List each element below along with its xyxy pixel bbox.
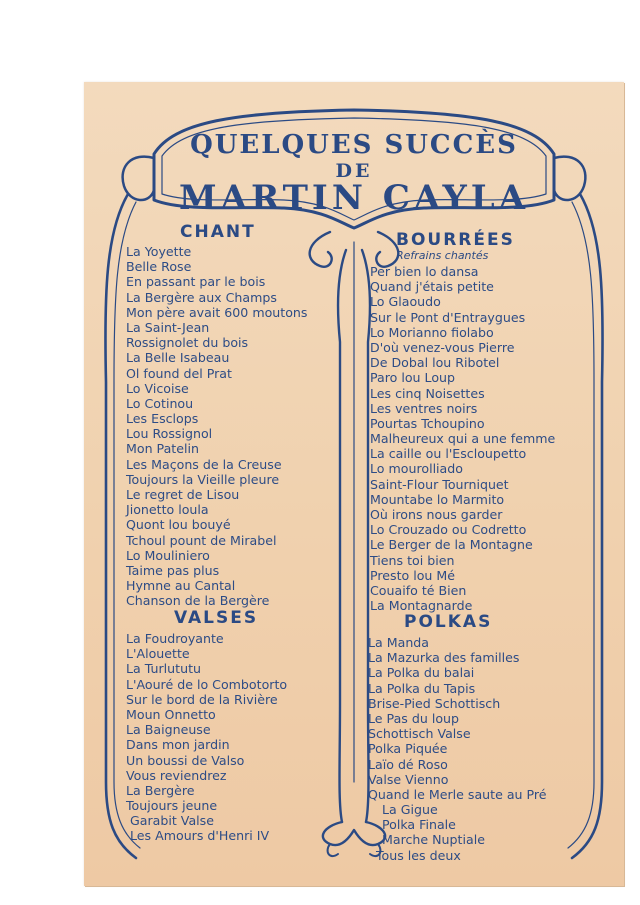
- chant-item: La Belle Isabeau: [126, 350, 230, 366]
- chant-item: En passant par le bois: [126, 274, 266, 290]
- valses-item: Dans mon jardin: [126, 737, 230, 753]
- chant-item: Toujours la Vieille pleure: [126, 471, 280, 487]
- valses-item: La Bergère: [126, 782, 195, 798]
- chant-item: Lo Vicoise: [126, 380, 189, 396]
- chant-list: [126, 244, 307, 609]
- chant-item: Le regret de Lisou: [126, 487, 240, 502]
- bourrees-item: Malheureux qui a une femme: [370, 431, 556, 447]
- chant-item: La Saint-Jean: [126, 319, 210, 335]
- polkas-item: Le Pas du loup: [368, 710, 460, 726]
- chant-item: La Yoyette: [126, 244, 192, 259]
- chant-item: Rossignolet du bois: [126, 335, 249, 351]
- valses-item: Sur le bord de la Rivière: [126, 691, 278, 707]
- chant-item: Chanson de la Bergère: [126, 593, 270, 609]
- bourrees-item: Lo Glaoudo: [370, 294, 441, 310]
- chant-item: Hymne au Cantal: [126, 578, 236, 594]
- chant-item: Mon père avait 600 moutons: [126, 304, 308, 320]
- chant-item: Jionetto loula: [126, 502, 209, 518]
- chant-item: Les Esclops: [126, 411, 199, 427]
- chant-item: Mon Patelin: [126, 441, 199, 457]
- valses-item: Un boussi de Valso: [126, 752, 245, 768]
- valses-item: La Turlututu: [126, 661, 201, 677]
- bourrees-item: La caille ou l'Escloupetto: [370, 446, 527, 462]
- bourrees-item: Lo mourolliado: [370, 461, 463, 477]
- chant-item: Les Maçons de la Creuse: [126, 456, 282, 472]
- right-border: [572, 194, 603, 858]
- bourrees-list: [370, 264, 555, 613]
- bourrees-item: La Montagnarde: [370, 598, 473, 614]
- valses-item: Les Amours d'Henri IV: [130, 828, 270, 844]
- polkas-item: Schottisch Valse: [368, 726, 471, 742]
- valses-item: Garabit Valse: [130, 813, 214, 829]
- bourrees-item: Le Berger de la Montagne: [370, 537, 533, 553]
- polkas-item: Tous les deux: [376, 847, 461, 863]
- polkas-item: La Mazurka des familles: [368, 650, 520, 666]
- polkas-item: La Polka du balai: [368, 665, 475, 681]
- chant-item: Belle Rose: [126, 259, 192, 275]
- valses-item: L'Alouette: [126, 646, 190, 662]
- polkas-heading: POLKAS: [404, 612, 493, 632]
- valses-item: La Foudroyante: [126, 631, 224, 646]
- valses-item: La Baigneuse: [126, 722, 211, 738]
- title-line-1: QUELQUES SUCCÈS: [190, 130, 518, 160]
- bourrees-item: Mountabe lo Marmito: [370, 491, 505, 507]
- leaflet-page: [84, 82, 624, 886]
- valses-item: L'Aouré de lo Combotorto: [126, 676, 288, 692]
- polkas-item: La Gigue: [382, 802, 438, 818]
- polkas-item: Quand le Merle saute au Pré: [368, 786, 547, 802]
- bourrees-item: Les ventres noirs: [370, 400, 478, 416]
- polkas-item: Brise-Pied Schottisch: [368, 695, 501, 711]
- bourrees-item: Per bien lo dansa: [370, 264, 479, 279]
- bourrees-item: Pourtas Tchoupino: [370, 415, 485, 431]
- chant-item: Lou Rossignol: [126, 426, 213, 442]
- bourrees-item: Les cinq Noisettes: [370, 385, 485, 401]
- bourrees-item: Lo Morianno fiolabo: [370, 324, 494, 340]
- bourrees-item: Quand j'étais petite: [370, 279, 494, 295]
- chant-item: Taime pas plus: [126, 562, 220, 578]
- bourrees-heading: BOURRÉES: [396, 230, 515, 250]
- bourrees-item: Saint-Flour Tourniquet: [370, 476, 509, 492]
- bourrees-item: Couaifo té Bien: [370, 582, 467, 598]
- valses-item: Moun Onnetto: [126, 706, 216, 722]
- bourrees-item: D'où venez-vous Pierre: [370, 339, 515, 355]
- bourrees-item: De Dobal lou Ribotel: [370, 355, 500, 371]
- bourrees-item: Sur le Pont d'Entraygues: [370, 309, 526, 325]
- bourrees-item: Presto lou Mé: [370, 567, 456, 583]
- polkas-item: La Manda: [368, 635, 430, 650]
- polkas-item: Polka Finale: [382, 817, 456, 833]
- polkas-item: Valse Vienno: [368, 771, 449, 787]
- chant-item: Ol found del Prat: [126, 365, 232, 381]
- bourrees-item: Tiens toi bien: [370, 552, 455, 568]
- valses-item: Toujours jeune: [126, 798, 218, 814]
- chant-item: Tchoul pount de Mirabel: [126, 532, 277, 548]
- chant-heading: CHANT: [180, 222, 256, 242]
- chant-item: Lo Cotinou: [126, 395, 194, 411]
- bourrees-item: Où irons nous garder: [370, 507, 503, 522]
- bourrees-item: Lo Crouzado ou Codretto: [370, 522, 527, 538]
- bourrees-item: Paro lou Loup: [370, 370, 456, 386]
- chant-item: Lo Mouliniero: [126, 547, 210, 563]
- polkas-item: Polka Piquée: [368, 741, 448, 757]
- chant-item: Quont lou bouyé: [126, 517, 231, 533]
- polkas-item: La Polka du Tapis: [368, 680, 476, 696]
- valses-heading: VALSES: [174, 608, 259, 628]
- polkas-item: Marche Nuptiale: [382, 832, 485, 848]
- title-line-3: MARTIN CAYLA: [178, 178, 530, 218]
- valses-item: Vous reviendrez: [126, 767, 227, 783]
- title-line-2: DE: [335, 160, 373, 182]
- chant-item: La Bergère aux Champs: [126, 289, 277, 305]
- center-column: [310, 232, 332, 267]
- bourrees-subheading: Refrains chantés: [396, 249, 489, 262]
- valses-list: [126, 631, 287, 844]
- polkas-list: [368, 635, 547, 863]
- polkas-item: Laïo dé Roso: [368, 756, 448, 772]
